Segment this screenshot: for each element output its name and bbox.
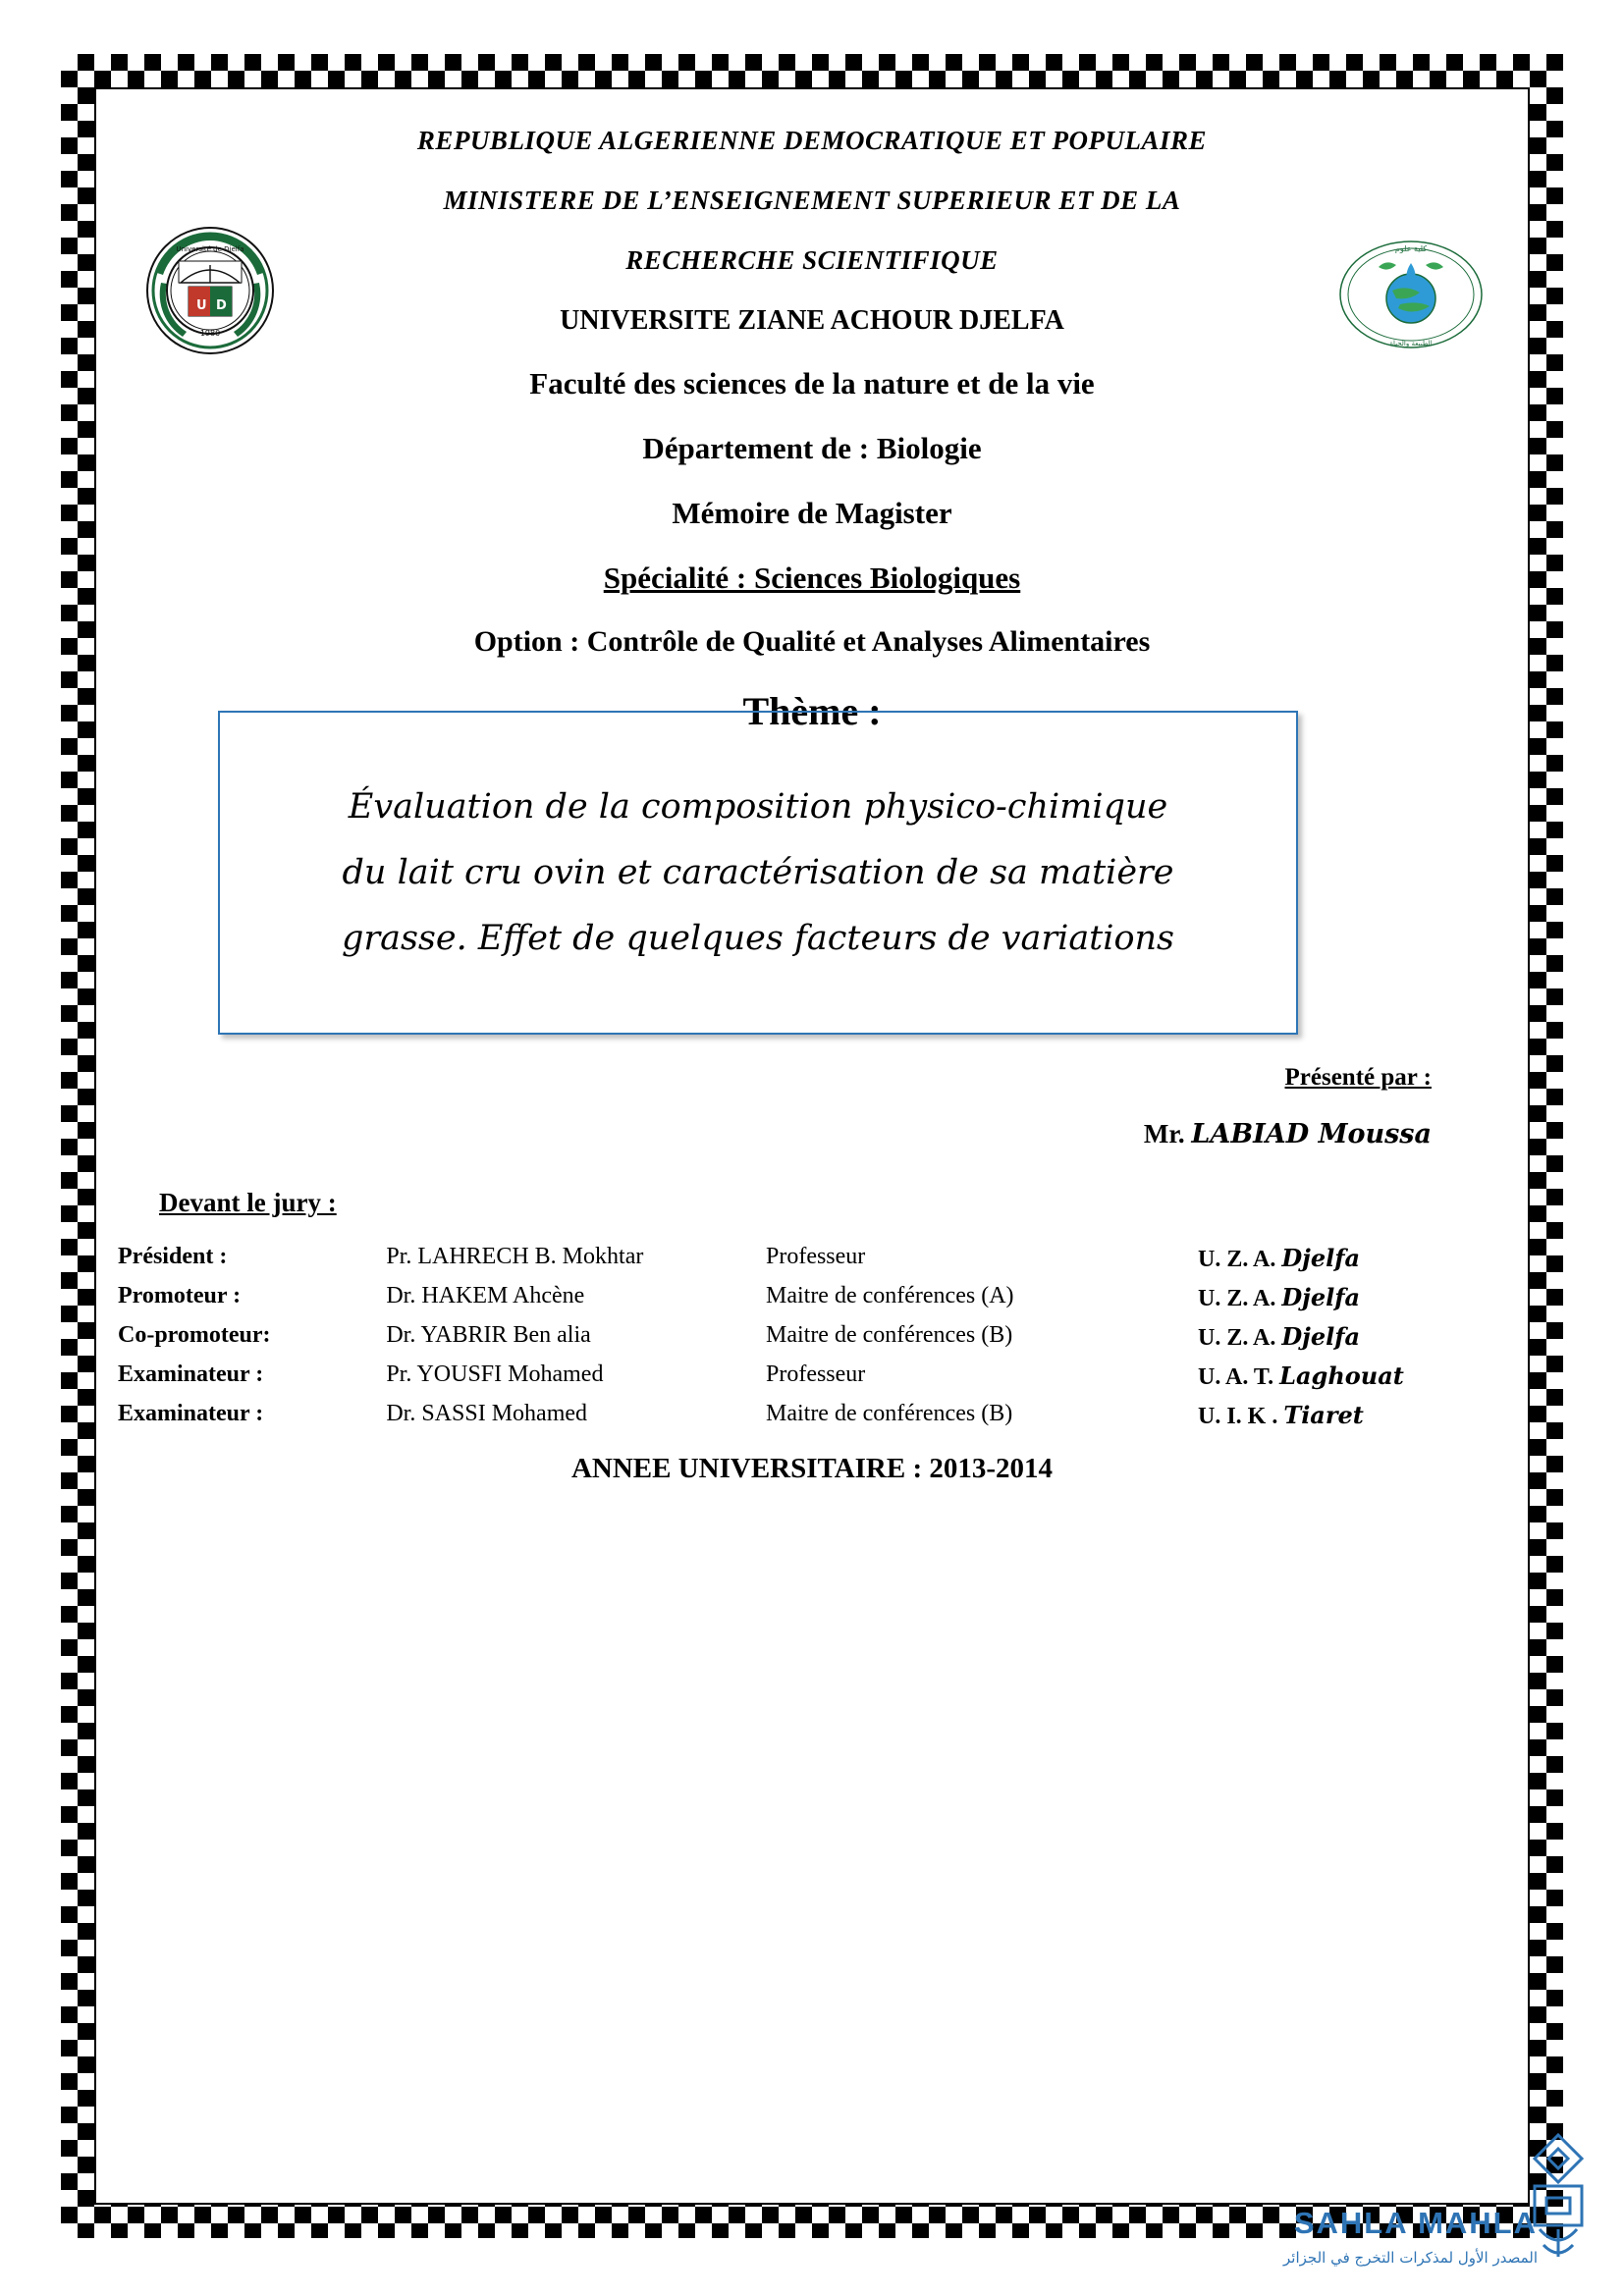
svg-text:U: U (196, 298, 207, 313)
theme-line-1: Évaluation de la composition physico-chimique (348, 786, 1168, 827)
table-row (118, 1317, 1512, 1357)
jury-member-city: Djelfa (1281, 1244, 1361, 1272)
author-title: Mr. (1143, 1119, 1185, 1148)
faculty-nature-life-sciences-logo (1337, 236, 1485, 353)
theme-line-2: du lait cru ovin et caractérisation de sa matière (342, 852, 1174, 892)
svg-text:الطبيعة والحياة: الطبيعة والحياة (1389, 340, 1433, 347)
jury-member-university: U. A. T. (1197, 1364, 1274, 1390)
jury-member-university: U. Z. A. (1197, 1286, 1276, 1311)
watermark-brand: SAHLA MAHLA (1293, 2206, 1538, 2240)
jury-member-grade: Maitre de conférences (A) (765, 1283, 1014, 1308)
jury-table (118, 1239, 1512, 1435)
watermark-logo-icon (1520, 2127, 1597, 2274)
jury-member-name: Dr. HAKEM Ahcène (386, 1283, 585, 1308)
university-name: UNIVERSITE ZIANE ACHOUR DJELFA (560, 305, 1064, 336)
jury-member-grade: Professeur (765, 1362, 866, 1387)
logo-left-caption: Université de Djelfa (176, 245, 244, 253)
jury-member-university: U. Z. A. (1197, 1325, 1276, 1351)
jury-member-university: U. I. K . (1197, 1404, 1278, 1429)
jury-member-grade: Maitre de conférences (B) (765, 1401, 1013, 1426)
jury-role: Co-promoteur: (118, 1322, 271, 1348)
svg-text:D: D (216, 298, 227, 313)
watermark-tagline: المصدر الأول لمذكرات التخرج في الجزائر (1283, 2249, 1538, 2267)
jury-member-city: Djelfa (1281, 1283, 1361, 1311)
table-row (118, 1278, 1512, 1317)
faculty-name: Faculté des sciences de la nature et de la vie (529, 366, 1095, 400)
department-name: Département de : Biologie (642, 431, 982, 465)
sahla-mahla-watermark (1263, 2127, 1597, 2274)
academic-year: ANNEE UNIVERSITAIRE : 2013-2014 (570, 1453, 1054, 1484)
jury-member-city: Laghouat (1279, 1362, 1404, 1390)
jury-member-grade: Maitre de conférences (B) (765, 1322, 1013, 1348)
jury-role: Promoteur : (118, 1283, 242, 1308)
jury-member-name: Pr. YOUSFI Mohamed (386, 1362, 604, 1387)
theme-line-3: grasse. Effet de quelques facteurs de variations (341, 918, 1175, 958)
header-line-1: REPUBLIQUE ALGERIENNE DEMOCRATIQUE ET POPULAIRE (416, 126, 1208, 155)
jury-member-name: Pr. LAHRECH B. Mokhtar (386, 1244, 644, 1269)
option: Option : Contrôle de Qualité et Analyses Alimentaires (473, 625, 1151, 658)
jury-member-name: Dr. SASSI Mohamed (386, 1401, 588, 1426)
table-row (118, 1239, 1512, 1278)
jury-member-grade: Professeur (765, 1244, 866, 1269)
university-djelfa-logo (145, 226, 275, 355)
jury-role: Examinateur (118, 1401, 250, 1426)
theme-label: Thème : (742, 689, 882, 733)
jury-member-name: Dr. YABRIR Ben alia (386, 1322, 591, 1348)
presented-by-label: Présenté par : (1284, 1064, 1432, 1091)
author-name-block (1144, 1119, 1432, 1149)
logo-left-year: 1980 (199, 329, 221, 338)
jury-member-city: Djelfa (1281, 1322, 1361, 1351)
cover-content (98, 90, 1526, 2201)
diploma-type: Mémoire de Magister (672, 496, 952, 530)
header-line-2: MINISTERE DE L’ENSEIGNEMENT SUPERIEUR ET DE LA (443, 186, 1181, 215)
theme-box (218, 711, 1298, 1035)
table-row (118, 1357, 1512, 1396)
author-name: LABIAD Moussa (1191, 1119, 1432, 1149)
jury-role-suffix: : (213, 1244, 228, 1269)
jury-member-city: Tiaret (1283, 1401, 1364, 1429)
jury-role-suffix: : (249, 1401, 264, 1426)
jury-label: Devant le jury : (159, 1188, 337, 1217)
jury-role-suffix: : (249, 1362, 264, 1387)
jury-role: Président (118, 1244, 214, 1269)
jury-member-university: U. Z. A. (1197, 1247, 1276, 1272)
svg-text:كلية علوم: كلية علوم (1394, 244, 1428, 253)
jury-role: Examinateur (118, 1362, 250, 1387)
table-row (118, 1396, 1512, 1435)
speciality: Spécialité : Sciences Biologiques (603, 561, 1021, 595)
header-line-3: RECHERCHE SCIENTIFIQUE (625, 245, 999, 275)
